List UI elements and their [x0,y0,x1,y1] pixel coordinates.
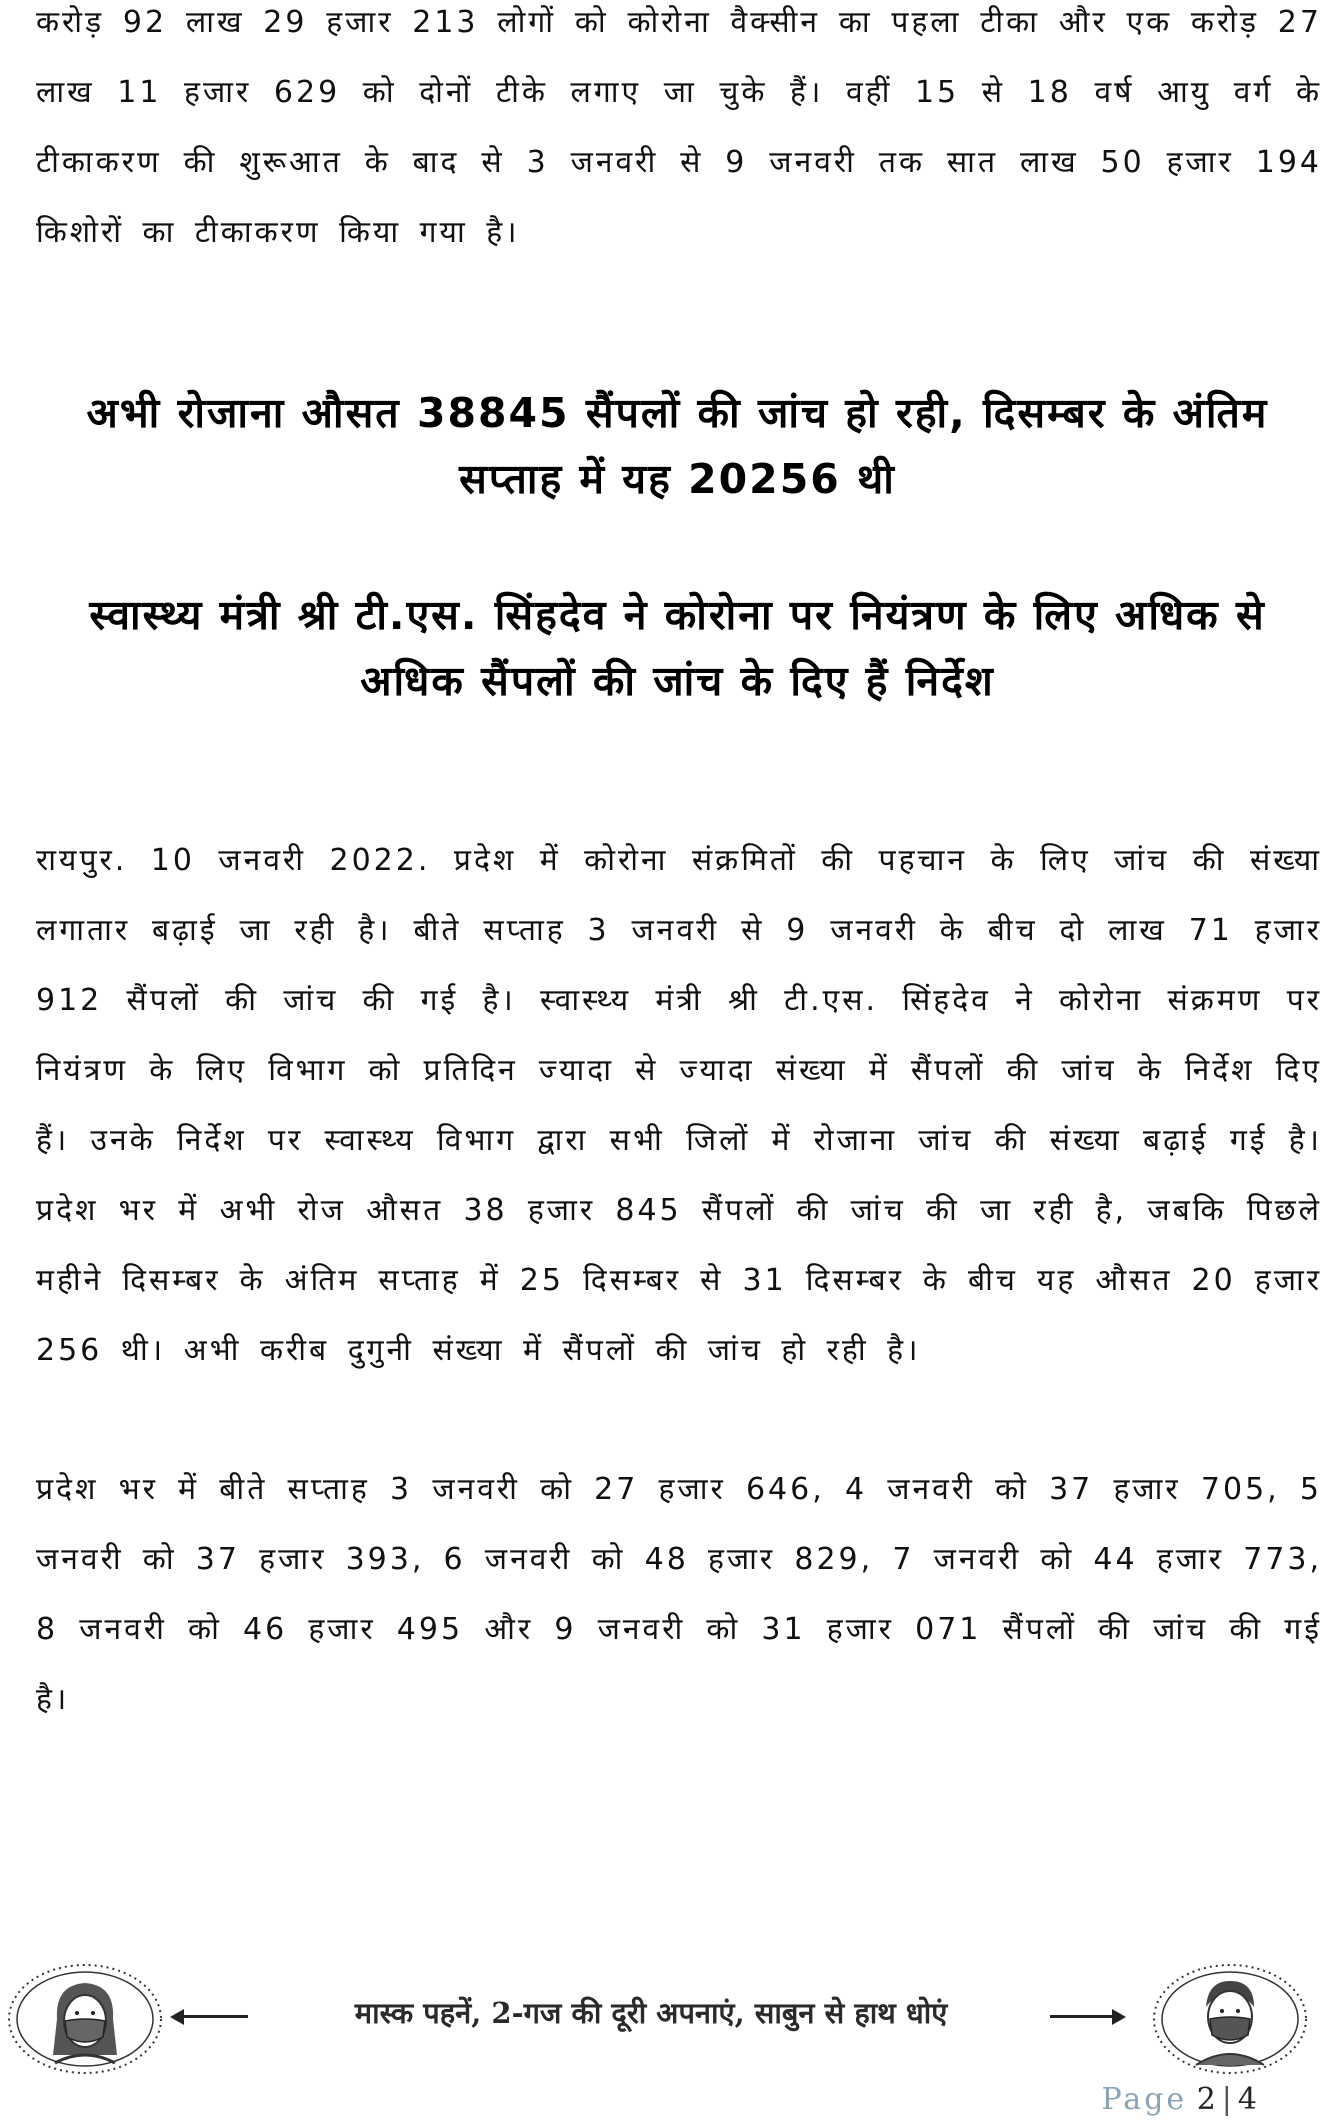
masked-woman-icon [5,1963,165,2075]
daily-tests-paragraph: प्रदेश भर में बीते सप्ताह 3 जनवरी को 27 हजार 646, 4 जनवरी को 37 हजार 705, 5 जनवरी को 37 हजार 393, 6 जनवरी को 48 हजार 829, 7 जनवरी को 44 हजार 773, 8 जनवरी को 46 हजार 495 और 9 जनवरी को 31 हजार 071 सैंपलों की जांच की गई है। [36,1472,1322,1717]
arrow-right-line [1050,2015,1115,2018]
page-separator: | [1221,2082,1232,2117]
intro-paragraph: करोड़ 92 लाख 29 हजार 213 लोगों को कोरोना वैक्सीन का पहला टीका और एक करोड़ 27 लाख 11 हजार 629 को दोनों टीके लगाए जा चुके हैं। वहीं 15 से 18 वर्ष आयु वर्ग के टीकाकरण की शुरूआत के बाद से 3 जनवरी से 9 जनवरी तक सात लाख 50 हजार 194 किशोरों का टीकाकरण किया गया है। [36,5,1322,250]
arrow-right-icon [1112,2009,1126,2025]
page-number [1101,2082,1257,2117]
headline: अभी रोजाना औसत 38845 सैंपलों की जांच हो रही, दिसम्बर के अंतिम सप्ताह में यह 20256 थी [86,389,1269,503]
footer-banner [0,1955,1327,2080]
subheadline: स्वास्थ्य मंत्री श्री टी.एस. सिंहदेव ने कोरोना पर नियंत्रण के लिए अधिक से अधिक सैंपलों की जांच के दिए हैं निर्देश [89,591,1266,705]
footer-slogan: मास्क पहनें, 2-गज की दूरी अपनाएं, साबुन से हाथ धोएं [354,1996,948,2030]
page-current: 2 [1196,2082,1216,2117]
page-word: Page [1101,2082,1188,2117]
main-paragraph: रायपुर. 10 जनवरी 2022. प्रदेश में कोरोना संक्रमितों की पहचान के लिए जांच की संख्या लगातार बढ़ाई जा रही है। बीते सप्ताह 3 जनवरी से 9 जनवरी के बीच दो लाख 71 हजार 912 सैंपलों की जांच की गई है। स्वास्थ्य मंत्री श्री टी.एस. सिंहदेव ने कोरोना संक्रमण पर नियंत्रण के लिए विभाग को प्रतिदिन ज्यादा से ज्यादा संख्या में सैंपलों की जांच के निर्देश दिए हैं। उनके निर्देश पर स्वास्थ्य विभाग द्वारा सभी जिलों में रोजाना जांच की संख्या बढ़ाई गई है। प्रदेश भर में अभी रोज औसत 38 हजार 845 सैंपलों की जांच की जा रही है, जबकि पिछले महीने दिसम्बर के अंतिम सप्ताह में 25 दिसम्बर से 31 दिसम्बर के बीच यह औसत 20 हजार 256 थी। अभी करीब दुगुनी संख्या में सैंपलों की जांच हो रही है। [36,843,1322,1368]
page-total: 4 [1237,2082,1257,2117]
masked-man-icon [1150,1963,1310,2075]
arrow-left-line [178,2015,248,2018]
